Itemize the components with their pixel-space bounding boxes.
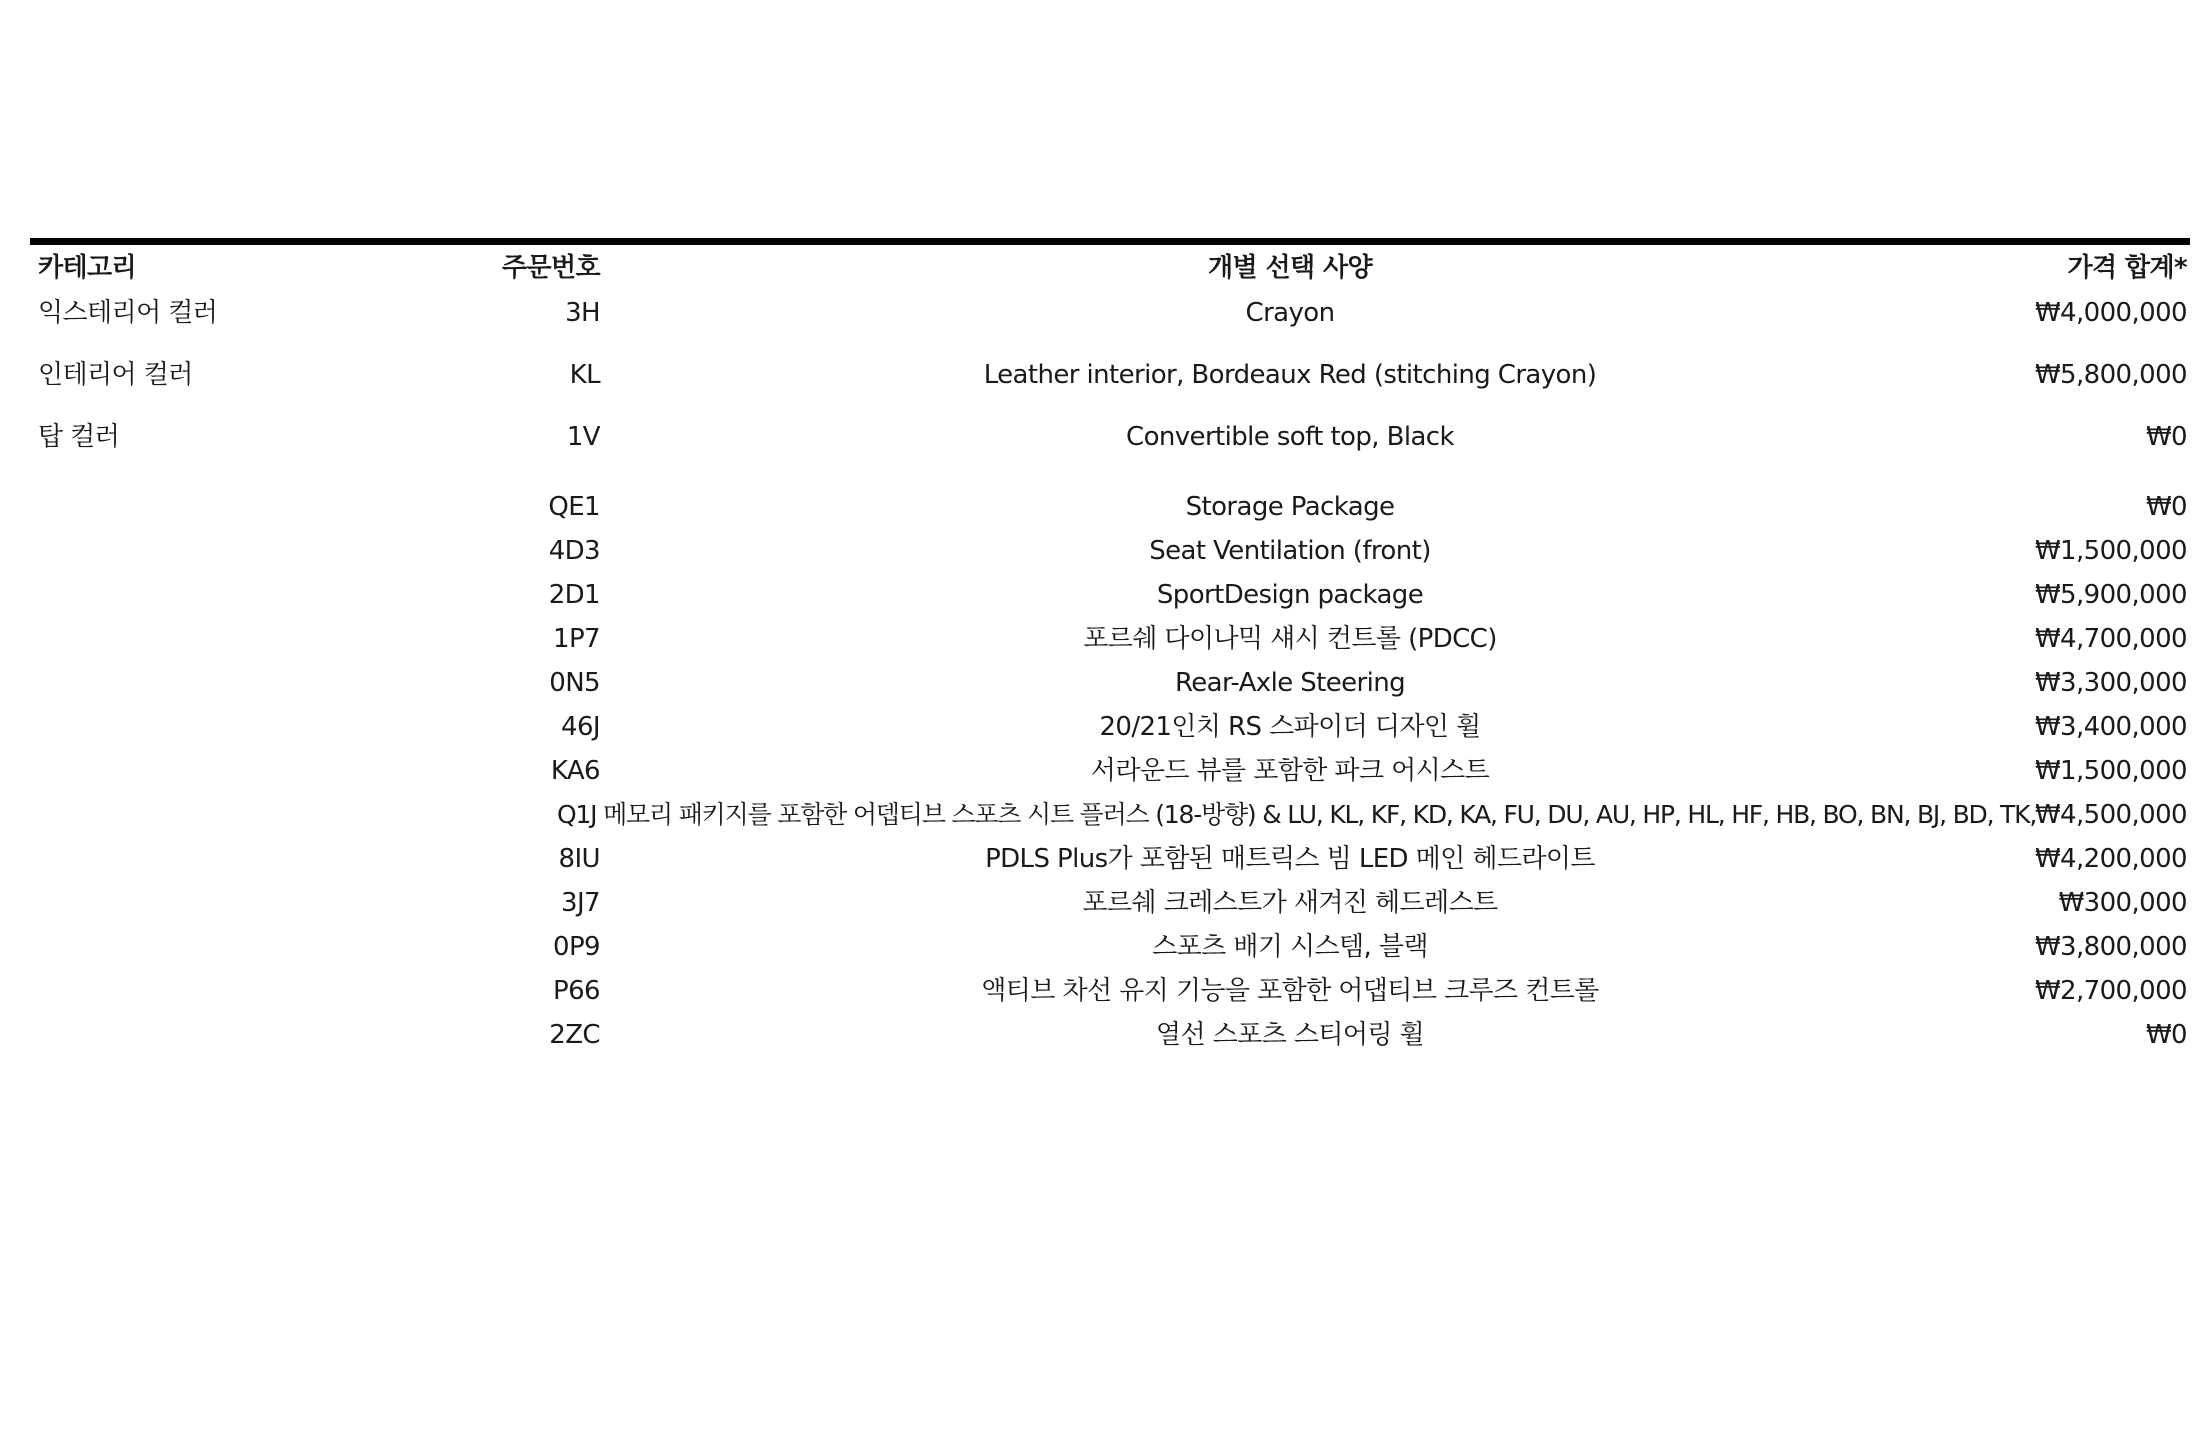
row-code: QE1: [548, 492, 600, 522]
header-price-total: 가격 합계*: [2067, 253, 2187, 283]
row-price: ₩0: [2145, 492, 2187, 522]
table-row: [30, 969, 2190, 1013]
row-price: ₩1,500,000: [2034, 756, 2187, 786]
table-row: [30, 529, 2190, 573]
row-description: Seat Ventilation (front): [1149, 536, 1431, 566]
row-price: ₩4,500,000: [2034, 800, 2187, 830]
table-row: [30, 793, 2190, 837]
row-description: 열선 스포츠 스티어링 휠: [1155, 1020, 1425, 1050]
row-code: 4D3: [548, 536, 600, 566]
table-row: [30, 837, 2190, 881]
row-price: ₩3,800,000: [2034, 932, 2187, 962]
row-code: 1P7: [553, 624, 600, 654]
table-row: [30, 881, 2190, 925]
table-row: [30, 353, 2190, 415]
row-category: 인테리어 컬러: [38, 360, 193, 390]
row-price: ₩0: [2145, 422, 2187, 452]
table-row: [30, 573, 2190, 617]
table-row: [30, 485, 2190, 529]
table-row: [30, 415, 2190, 485]
table-top-rule: [30, 238, 2190, 245]
row-description: 포르쉐 크레스트가 새겨진 헤드레스트: [1082, 888, 1498, 918]
row-description: PDLS Plus가 포함된 매트릭스 빔 LED 메인 헤드라이트: [985, 844, 1595, 874]
header-category: 카테고리: [38, 253, 137, 283]
row-description: Storage Package: [1185, 492, 1395, 522]
row-code: 0N5: [549, 668, 600, 698]
row-description: 20/21인치 RS 스파이더 디자인 휠: [1099, 712, 1481, 742]
table-row: [30, 1013, 2190, 1057]
row-price: ₩4,200,000: [2034, 844, 2187, 874]
table-row: [30, 291, 2190, 353]
row-category: 익스테리어 컬러: [38, 298, 218, 328]
row-price: ₩1,500,000: [2034, 536, 2187, 566]
table-row: [30, 705, 2190, 749]
row-description: Convertible soft top, Black: [1126, 422, 1454, 452]
row-description: Rear-Axle Steering: [1174, 668, 1406, 698]
row-code: 8IU: [558, 844, 600, 874]
row-description: Q1J 메모리 패키지를 포함한 어뎁티브 스포츠 시트 플러스 (18-방향) & LU, KL, KF, KD, KA, FU, DU, AU, HP, HL, HF, HB, BO, BN, BJ, BD, TK,: [557, 800, 2037, 829]
row-code: 3J7: [561, 888, 600, 918]
row-description: Crayon: [1245, 298, 1335, 328]
row-price: ₩0: [2145, 1020, 2187, 1050]
row-code: 2ZC: [549, 1020, 600, 1050]
row-description: 액티브 차선 유지 기능을 포함한 어댑티브 크루즈 컨트롤: [981, 976, 1599, 1006]
header-order-number: 주문번호: [501, 253, 600, 283]
header-option: 개별 선택 사양: [1208, 253, 1372, 283]
options-table: [30, 238, 2190, 1057]
row-code: P66: [553, 976, 600, 1006]
row-price: ₩3,400,000: [2034, 712, 2187, 742]
row-category: 탑 컬러: [38, 422, 120, 452]
table-header-row: [30, 245, 2190, 291]
row-code: 2D1: [548, 580, 600, 610]
table-row: [30, 749, 2190, 793]
row-price: ₩4,700,000: [2034, 624, 2187, 654]
row-description: 포르쉐 다이나믹 섀시 컨트롤 (PDCC): [1083, 624, 1497, 654]
row-code: 1V: [566, 422, 600, 452]
row-description: 스포츠 배기 시스템, 블랙: [1152, 932, 1428, 962]
row-description: 서라운드 뷰를 포함한 파크 어시스트: [1090, 756, 1490, 786]
row-price: ₩300,000: [2058, 888, 2187, 918]
table-row: [30, 661, 2190, 705]
row-code: 46J: [561, 712, 600, 742]
table-row: [30, 925, 2190, 969]
row-code: 0P9: [553, 932, 600, 962]
row-price: ₩5,800,000: [2034, 360, 2187, 390]
row-code: KA6: [550, 756, 600, 786]
row-code: KL: [569, 360, 600, 390]
row-price: ₩4,000,000: [2034, 298, 2187, 328]
row-description: Leather interior, Bordeaux Red (stitching Crayon): [983, 360, 1597, 390]
row-price: ₩2,700,000: [2034, 976, 2187, 1006]
row-code: 3H: [565, 298, 600, 328]
row-price: ₩5,900,000: [2034, 580, 2187, 610]
row-description: SportDesign package: [1156, 580, 1424, 610]
table-row: [30, 617, 2190, 661]
row-price: ₩3,300,000: [2034, 668, 2187, 698]
